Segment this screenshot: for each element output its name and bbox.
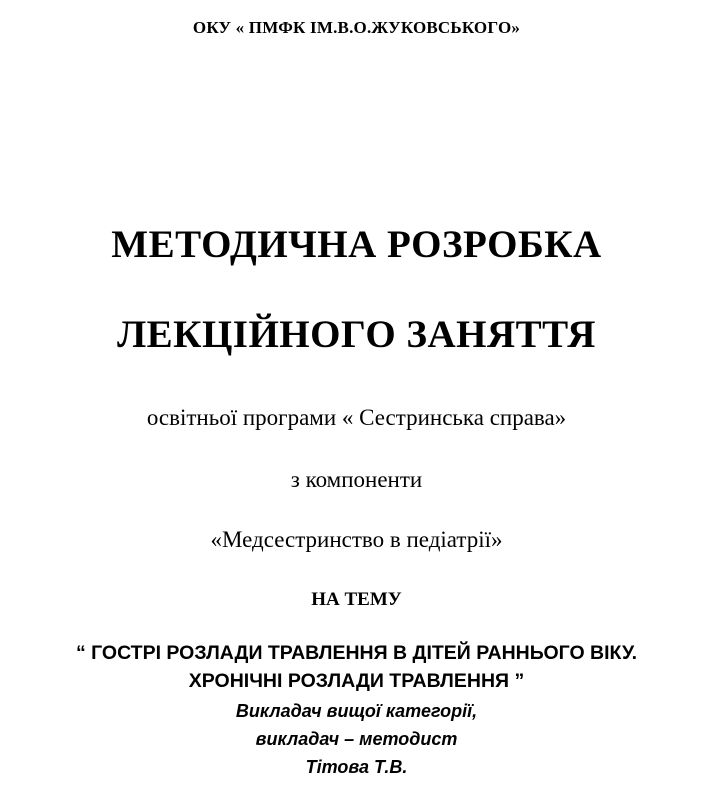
document-title-line-2: ЛЕКЦІЙНОГО ЗАНЯТТЯ	[117, 313, 596, 356]
topic-line-1: “ ГОСТРІ РОЗЛАДИ ТРАВЛЕННЯ В ДІТЕЙ РАННЬОГО ВІКУ.	[75, 642, 638, 664]
topic-line-2: ХРОНІЧНІ РОЗЛАДИ ТРАВЛЕННЯ ”	[188, 670, 525, 692]
program-line: освітньої програми « Сестринська справа»	[146, 405, 567, 430]
author-position-line-2: викладач – методист	[255, 729, 458, 749]
theme-label: НА ТЕМУ	[311, 589, 402, 610]
author-position-line-1: Викладач вищої категорії,	[235, 701, 478, 721]
author-name: Тітова Т.В.	[305, 757, 408, 777]
document-title-line-1: МЕТОДИЧНА РОЗРОБКА	[111, 223, 602, 266]
component-name: «Медсестринство в педіатрії»	[210, 527, 503, 552]
component-label: з компоненти	[290, 467, 423, 492]
institution-header: ОКУ « ПМФК ІМ.В.О.ЖУКОВСЬКОГО»	[192, 18, 521, 37]
